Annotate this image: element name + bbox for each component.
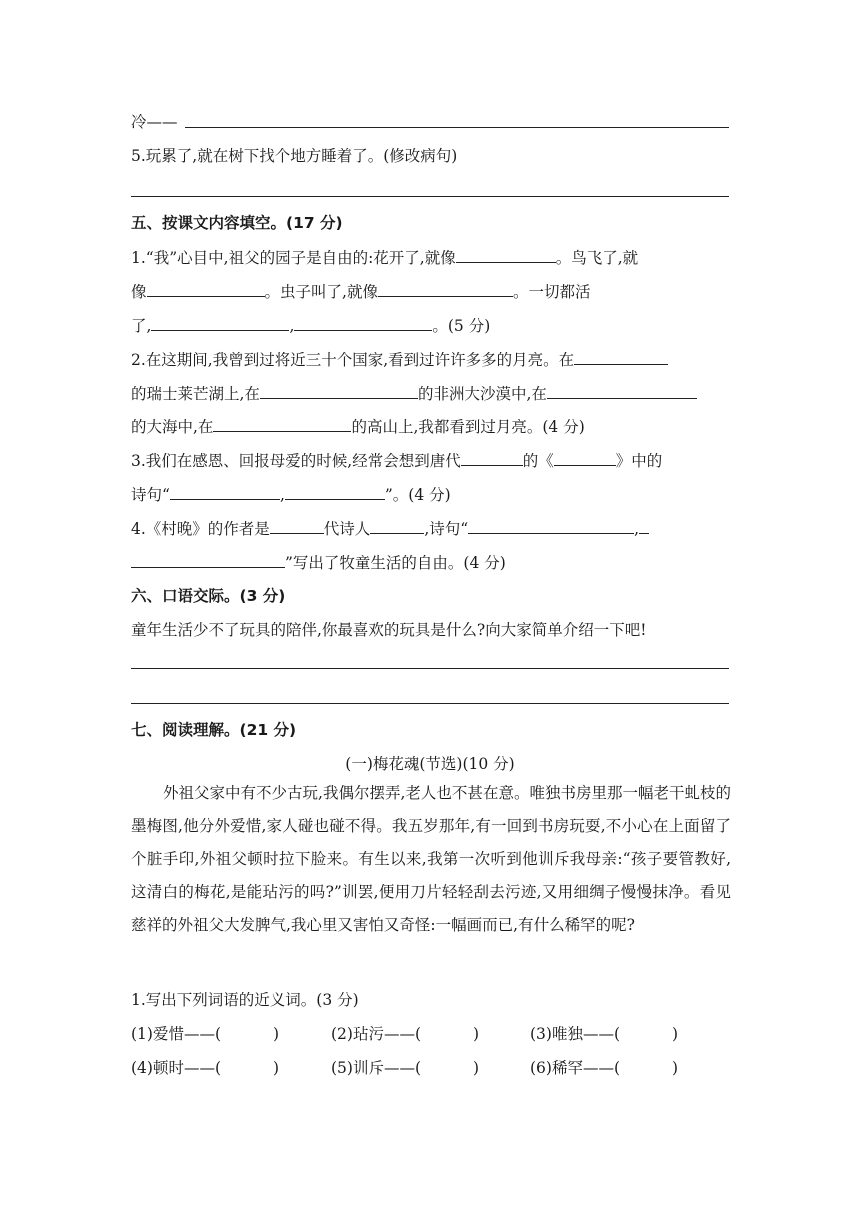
s5-q3-text: , bbox=[279, 486, 285, 504]
syn-5 bbox=[331, 1058, 479, 1078]
s5-q2-line1 bbox=[131, 349, 668, 370]
blank[interactable] bbox=[554, 450, 616, 466]
close-paren: ) bbox=[273, 1059, 280, 1077]
s5-q1-line2 bbox=[131, 281, 590, 302]
s5-q1-text: 1.“我”心目中,祖父的园子是自由的:花开了,就像 bbox=[131, 249, 456, 267]
blank[interactable] bbox=[151, 315, 289, 331]
s5-q3-text: 诗句“ bbox=[131, 486, 170, 504]
s5-q3-text: 》中的 bbox=[615, 452, 663, 470]
close-paren: ) bbox=[473, 1025, 480, 1043]
s5-q3-text: 3.我们在感恩、回报母爱的时候,经常会想到唐代 bbox=[131, 452, 461, 470]
s5-q2-text: 的瑞士莱芒湖上,在 bbox=[131, 385, 260, 403]
cold-label: 冷—— bbox=[131, 113, 178, 131]
q5-text: 5.玩累了,就在树下找个地方睡着了。(修改病句) bbox=[131, 147, 458, 165]
syn-2 bbox=[331, 1024, 479, 1044]
blank[interactable] bbox=[547, 383, 697, 399]
syn-label: (2)玷污——( bbox=[331, 1025, 422, 1043]
s7-q1-title: 1.写出下列词语的近义词。(3 分) bbox=[131, 991, 359, 1009]
s5-q1-text: 。(5 分) bbox=[432, 317, 491, 335]
passage-title: (一)梅花魂(节选)(10 分) bbox=[345, 755, 515, 773]
syn-4 bbox=[131, 1058, 279, 1078]
s5-q4-text: ”写出了牧童生活的自由。(4 分) bbox=[285, 554, 506, 572]
answer-line-q5[interactable] bbox=[131, 196, 729, 197]
s5-q1-text: 。一切都活 bbox=[512, 283, 591, 301]
syn-label: (5)训斥——( bbox=[331, 1059, 422, 1077]
s5-q4-text: , bbox=[634, 520, 640, 538]
close-paren: ) bbox=[672, 1025, 679, 1043]
s5-q2-line2 bbox=[131, 383, 697, 404]
blank[interactable] bbox=[260, 383, 418, 399]
blank[interactable] bbox=[574, 349, 668, 365]
close-paren: ) bbox=[672, 1059, 679, 1077]
blank[interactable] bbox=[270, 518, 324, 534]
blank[interactable] bbox=[131, 552, 285, 568]
blank[interactable] bbox=[468, 518, 634, 534]
section5-title: 五、按课文内容填空。(17 分) bbox=[131, 214, 343, 232]
close-paren: ) bbox=[473, 1059, 480, 1077]
s6-prompt: 童年生活少不了玩具的陪伴,你最喜欢的玩具是什么?向大家简单介绍一下吧! bbox=[131, 621, 647, 639]
s5-q2-text: 的高山上,我都看到过月亮。(4 分) bbox=[351, 418, 585, 436]
syn-1 bbox=[131, 1024, 279, 1044]
syn-3 bbox=[530, 1024, 678, 1044]
blank[interactable] bbox=[456, 247, 556, 263]
blank[interactable] bbox=[461, 450, 523, 466]
s5-q1-text: 。虫子叫了,就像 bbox=[264, 283, 378, 301]
s5-q2-text: 的大海中,在 bbox=[131, 418, 214, 436]
syn-label: (3)唯独——( bbox=[530, 1025, 621, 1043]
s5-q1-text: 像 bbox=[131, 283, 147, 301]
passage-text bbox=[131, 777, 731, 942]
s5-q3-line1 bbox=[131, 450, 662, 471]
s5-q1-line1 bbox=[131, 247, 638, 268]
blank[interactable] bbox=[370, 518, 424, 534]
s5-q4-line1 bbox=[131, 518, 649, 539]
s5-q3-text: 的《 bbox=[522, 452, 554, 470]
blank[interactable] bbox=[378, 281, 513, 297]
syn-label: (4)顿时——( bbox=[131, 1059, 222, 1077]
s5-q3-line2 bbox=[131, 484, 451, 505]
s5-q3-text: ”。(4 分) bbox=[384, 486, 451, 504]
syn-label: (1)爱惜——( bbox=[131, 1025, 222, 1043]
s5-q1-text: 了, bbox=[131, 317, 152, 335]
blank[interactable] bbox=[294, 315, 432, 331]
syn-6 bbox=[530, 1058, 678, 1078]
answer-line-s6-2[interactable] bbox=[131, 703, 729, 704]
section6-title: 六、口语交际。(3 分) bbox=[131, 587, 286, 605]
passage-body: 外祖父家中有不少古玩,我偶尔摆弄,老人也不甚在意。唯独书房里那一幅老干虬枝的墨梅图,他分外爱惜,家人碰也碰不得。我五岁那年,有一回到书房玩耍,不小心在上面留了个脏手印,外祖父顿时拉下脸来。有生以来,我第一次听到他训斥我母亲:“孩子要管教好,这清白的梅花,是能玷污的吗?”训罢,便用刀片轻轻刮去污迹,又用细绸子慢慢抹净。看见慈祥的外祖父大发脾气,我心里又害怕又奇怪:一幅画而已,有什么稀罕的呢? bbox=[131, 784, 731, 934]
s5-q2-line3 bbox=[131, 416, 585, 437]
s5-q1-text: , bbox=[289, 317, 295, 335]
s5-q2-text: 的非洲大沙漠中,在 bbox=[417, 385, 547, 403]
blank[interactable] bbox=[285, 484, 385, 500]
blank[interactable] bbox=[213, 416, 351, 432]
s5-q4-text: 代诗人 bbox=[323, 520, 371, 538]
s5-q1-text: 。鸟飞了,就 bbox=[555, 249, 639, 267]
answer-line-cold[interactable] bbox=[185, 127, 729, 128]
s5-q4-text: 4.《村晚》的作者是 bbox=[131, 520, 270, 538]
section7-title: 七、阅读理解。(21 分) bbox=[131, 721, 297, 739]
blank[interactable] bbox=[170, 484, 280, 500]
blank[interactable] bbox=[147, 281, 265, 297]
answer-line-s6-1[interactable] bbox=[131, 668, 729, 669]
s5-q4-text: ,诗句“ bbox=[424, 520, 469, 538]
close-paren: ) bbox=[273, 1025, 280, 1043]
s5-q1-line3 bbox=[131, 315, 490, 336]
s5-q4-line2 bbox=[131, 552, 506, 573]
s5-q2-text: 2.在这期间,我曾到过将近三十个国家,看到过许许多多的月亮。在 bbox=[131, 351, 575, 369]
syn-label: (6)稀罕——( bbox=[530, 1059, 621, 1077]
blank[interactable] bbox=[639, 518, 649, 534]
